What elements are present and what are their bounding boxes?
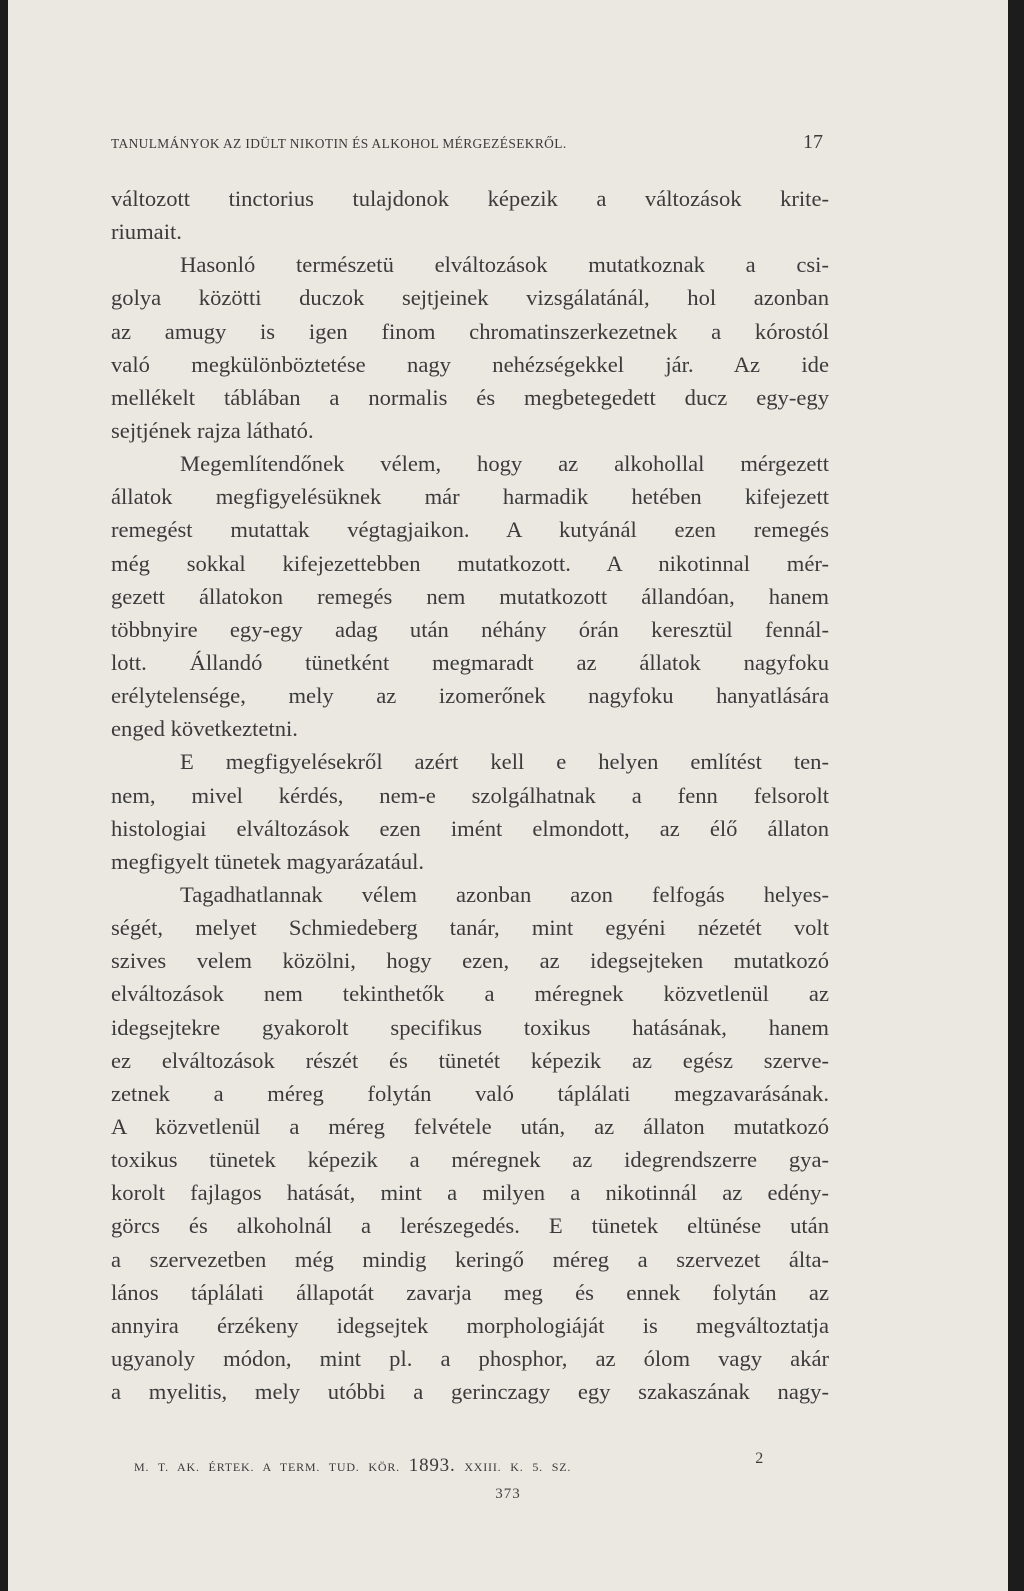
text-line: a szervezetben még mindig keringő méreg a szervezet álta- — [111, 1246, 829, 1272]
text-line: görcs és alkoholnál a lerészegedés. E tünetek eltünése után — [111, 1213, 829, 1239]
text-line: A közvetlenül a méreg felvétele után, az állaton mutatkozó — [111, 1113, 829, 1139]
text-line: szives velem közölni, hogy ezen, az idegsejteken mutatkozó — [111, 948, 829, 974]
text-line: remegést mutattak végtagjaikon. A kutyánál ezen remegés — [111, 517, 829, 543]
text-line: Tagadhatlannak vélem azonban azon felfogás helyes- — [180, 881, 829, 907]
text-line: gezett állatokon remegés nem mutatkozott állandóan, hanem — [111, 583, 829, 609]
text-line: megfigyelt tünetek magyarázatául. — [111, 848, 425, 874]
text-line: toxikus tünetek képezik a méregnek az idegrendszerre gya- — [111, 1147, 829, 1173]
text-line: ségét, melyet Schmiedeberg tanár, mint egyéni nézetét volt — [111, 915, 829, 941]
text-line: többnyire egy-egy adag után néhány órán keresztül fennál- — [111, 616, 829, 642]
body-text — [111, 182, 829, 1408]
running-header — [111, 131, 831, 158]
text-line: mellékelt táblában a normalis és megbetegedett ducz egy-egy — [111, 384, 829, 410]
text-line: enged következtetni. — [111, 716, 298, 742]
text-line: erélytelensége, mely az izomerőnek nagyfoku hanyatlására — [111, 683, 829, 709]
text-line: ez elváltozások részét és tünetét képezik az egész szerve- — [111, 1047, 829, 1073]
text-line: E megfigyelésekről azért kell e helyen említést ten- — [180, 749, 829, 775]
text-line: riumait. — [111, 219, 182, 245]
text-line: nem, mivel kérdés, nem-e szolgálhatnak a fenn felsorolt — [111, 782, 829, 808]
footer-source: M. T. AK. ÉRTEK. A TERM. TUD. KÖR. — [134, 1460, 400, 1474]
header-page-number: 17 — [803, 131, 823, 153]
header-title: TANULMÁNYOK AZ IDÜLT NIKOTIN ÉS ALKOHOL MÉRGEZÉSEKRŐL. — [111, 136, 567, 151]
text-line: ugyanoly módon, mint pl. a phosphor, az ólom vagy akár — [111, 1345, 829, 1371]
text-line: változott tinctorius tulajdonok képezik a változások krite- — [111, 186, 829, 211]
document-page — [8, 0, 1008, 1591]
text-line: való megkülönböztetése nagy nehézségekkel jár. Az ide — [111, 351, 829, 377]
text-line: histologiai elváltozások ezen imént elmondott, az élő állaton — [111, 815, 829, 841]
text-line: idegsejtekre gyakorolt specifikus toxikus hatásának, hanem — [111, 1014, 829, 1040]
text-line: állatok megfigyelésüknek már harmadik hetében kifejezett — [111, 484, 829, 510]
text-line: annyira érzékeny idegsejtek morphologiáját is megváltoztatja — [111, 1312, 829, 1338]
footer-year: 1893. — [408, 1455, 456, 1476]
text-line: Megemlítendőnek vélem, hogy az alkohollal mérgezett — [180, 451, 829, 477]
text-line: korolt fajlagos hatását, mint a milyen a nikotinnál az edény- — [111, 1180, 829, 1206]
text-line: még sokkal kifejezettebben mutatkozott. A nikotinnal mér- — [111, 550, 829, 576]
text-line: lott. Állandó tünetként megmaradt az állatok nagyfoku — [111, 649, 829, 675]
footer-sheet-number: 2 — [755, 1450, 764, 1467]
text-line: elváltozások nem tekinthetők a méregnek közvetlenül az — [111, 981, 829, 1007]
text-line: sejtjének rajza látható. — [111, 417, 314, 443]
text-line: Hasonló természetü elváltozások mutatkoznak a csi- — [180, 252, 829, 278]
footer-volume: XXIII. K. 5. SZ. — [464, 1460, 572, 1474]
text-line: a myelitis, mely utóbbi a gerinczagy egy szakaszának nagy- — [111, 1379, 829, 1405]
text-line: zetnek a méreg folytán való táplálati megzavarásának. — [111, 1080, 829, 1106]
bottom-page-number: 373 — [495, 1486, 521, 1502]
text-line: az amugy is igen finom chromatinszerkezetnek a kórostól — [111, 318, 829, 344]
text-line: golya közötti duczok sejtjeinek vizsgálatánál, hol azonban — [111, 285, 829, 311]
text-line: lános táplálati állapotát zavarja meg és ennek folytán az — [111, 1279, 829, 1305]
